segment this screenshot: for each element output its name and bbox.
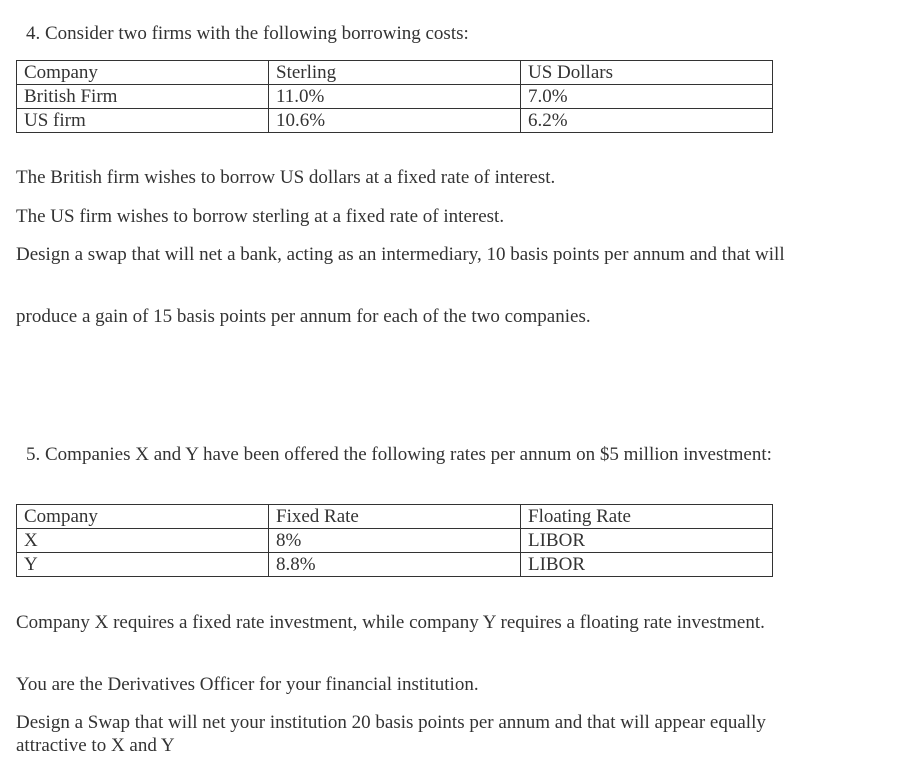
fixed-rate-cell: 8% [269,529,521,553]
q5-paragraph: You are the Derivatives Officer for your financial institution. [16,674,479,695]
question-4-title: 4. Consider two firms with the following borrowing costs: [26,23,469,44]
floating-rate-cell: LIBOR [521,553,773,577]
sterling-rate-cell: 10.6% [269,109,521,133]
header-company: Company [17,61,269,85]
q5-paragraph: Design a Swap that will net your institution 20 basis points per annum and that will appear equally attractive to X and Y [16,712,766,756]
q4-paragraph: The US firm wishes to borrow sterling at a fixed rate of interest. [16,206,505,227]
company-cell: Y [17,553,269,577]
table-row [17,85,773,109]
company-cell: British Firm [17,85,269,109]
usd-rate-cell: 7.0% [521,85,773,109]
borrowing-costs-table [16,60,773,133]
floating-rate-cell: LIBOR [521,529,773,553]
header-floating-rate: Floating Rate [521,505,773,529]
question-5-title: 5. Companies X and Y have been offered the following rates per annum on $5 million investment: [26,444,772,465]
table-row [17,109,773,133]
header-sterling: Sterling [269,61,521,85]
table-header-row [17,61,773,85]
fixed-rate-cell: 8.8% [269,553,521,577]
table-row [17,553,773,577]
header-us-dollars: US Dollars [521,61,773,85]
q5-paragraph: Company X requires a fixed rate investment, while company Y requires a floating rate investment. [16,612,765,633]
sterling-rate-cell: 11.0% [269,85,521,109]
usd-rate-cell: 6.2% [521,109,773,133]
q4-paragraph: produce a gain of 15 basis points per annum for each of the two companies. [16,306,591,327]
header-company: Company [17,505,269,529]
company-cell: X [17,529,269,553]
q4-paragraph: The British firm wishes to borrow US dollars at a fixed rate of interest. [16,167,556,188]
table-header-row [17,505,773,529]
investment-rates-table [16,504,773,577]
company-cell: US firm [17,109,269,133]
q4-paragraph: Design a swap that will net a bank, acting as an intermediary, 10 basis points per annum and that will [16,244,785,265]
table-row [17,529,773,553]
header-fixed-rate: Fixed Rate [269,505,521,529]
